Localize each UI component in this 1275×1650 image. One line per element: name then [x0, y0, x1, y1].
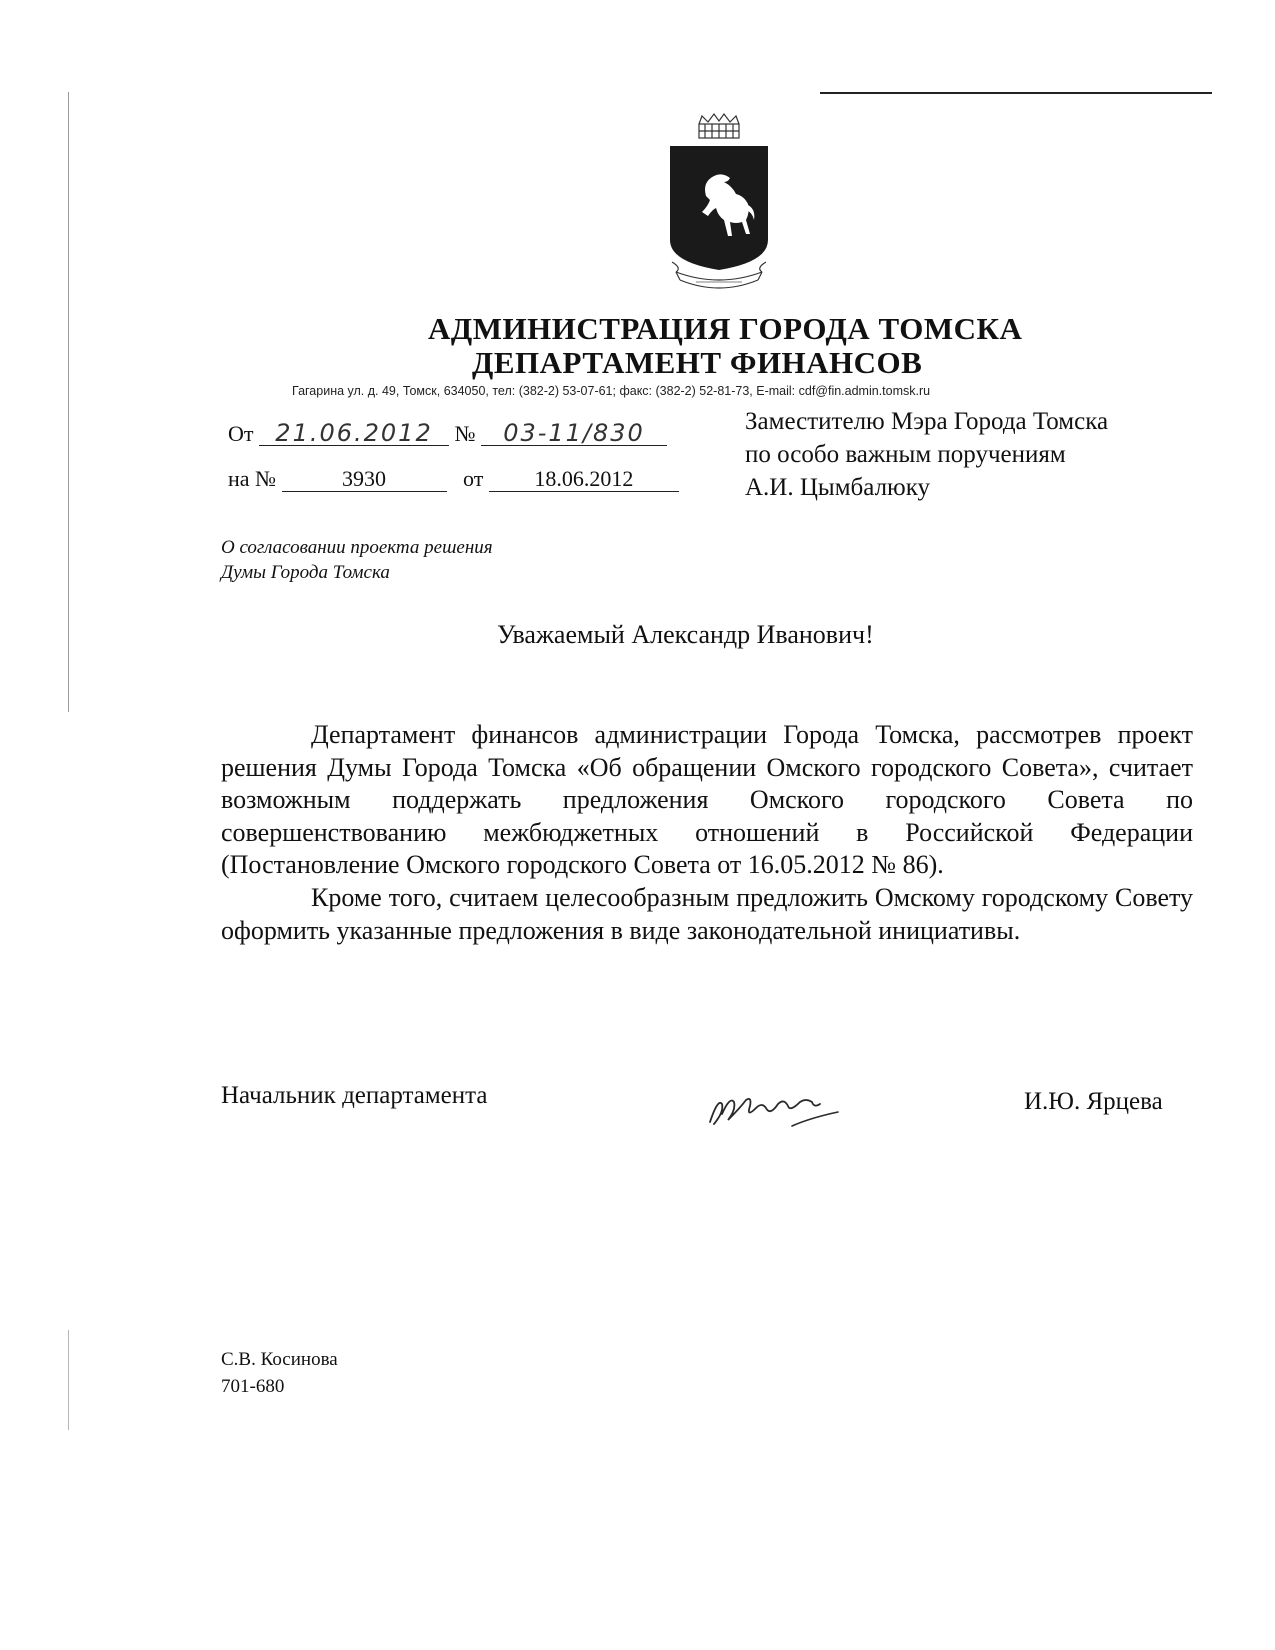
addressee-line: Заместителю Мэра Города Томска — [745, 408, 1109, 435]
registration-outgoing — [228, 421, 667, 447]
department-name: ДЕПАРТАМЕНТ ФИНАНСОВ — [472, 345, 923, 380]
contact-address: Гагарина ул. д. 49, Томск, 634050, тел: (382-2) 53-07-61; факс: (382-2) 52-81-73, E-mail: cdf@fin.admin.tomsk.ru — [292, 384, 931, 398]
addressee-line: по особо важным поручениям — [745, 441, 1066, 468]
outgoing-number: 03-11/830 — [481, 421, 667, 446]
scan-border-left-lower — [68, 1330, 69, 1430]
reference-label: на № — [228, 466, 277, 491]
signer-title: Начальник департамента — [221, 1082, 488, 1109]
subject-line: О согласовании проекта решения — [221, 537, 493, 558]
tomsk-coat-of-arms-icon — [662, 112, 776, 296]
body-paragraph: Кроме того, считаем целесообразным предложить Омскому городскому Совету оформить указанные предложения в виде законодательной инициативы. — [221, 882, 1193, 945]
number-label: № — [454, 421, 476, 446]
signer-name: И.Ю. Ярцева — [1024, 1088, 1163, 1115]
reference-date: 18.06.2012 — [489, 467, 679, 492]
outgoing-date: 21.06.2012 — [259, 421, 449, 446]
executor-name: С.В. Косинова — [221, 1349, 338, 1370]
executor-phone: 701-680 — [221, 1376, 285, 1397]
scan-border-top — [820, 92, 1212, 94]
salutation: Уважаемый Александр Иванович! — [497, 620, 874, 649]
reference-number: 3930 — [282, 467, 447, 492]
body-paragraph: Департамент финансов администрации Города Томска, рассмотрев проект решения Думы Города Томска «Об обращении Омского городского Совета», считает возможным поддержать предложения Омского городского Совета по совершенствованию межбюджетных отношений в Российской Федерации (Постановление Омского городского Совета от 16.05.2012 № 86). — [221, 720, 1193, 880]
registration-reference — [228, 466, 679, 492]
subject-line: Думы Города Томска — [221, 562, 390, 583]
executor-block — [221, 1346, 338, 1400]
addressee-line: А.И. Цымбалюку — [745, 474, 931, 501]
letter-body — [221, 719, 1193, 947]
organization-name: АДМИНИСТРАЦИЯ ГОРОДА ТОМСКА — [428, 311, 1023, 346]
from-label: От — [228, 421, 254, 446]
handwritten-signature — [700, 1078, 850, 1138]
subject-block — [221, 535, 493, 585]
scan-border-left — [68, 92, 69, 712]
reference-date-label: от — [463, 466, 484, 491]
addressee-block — [745, 405, 1108, 504]
